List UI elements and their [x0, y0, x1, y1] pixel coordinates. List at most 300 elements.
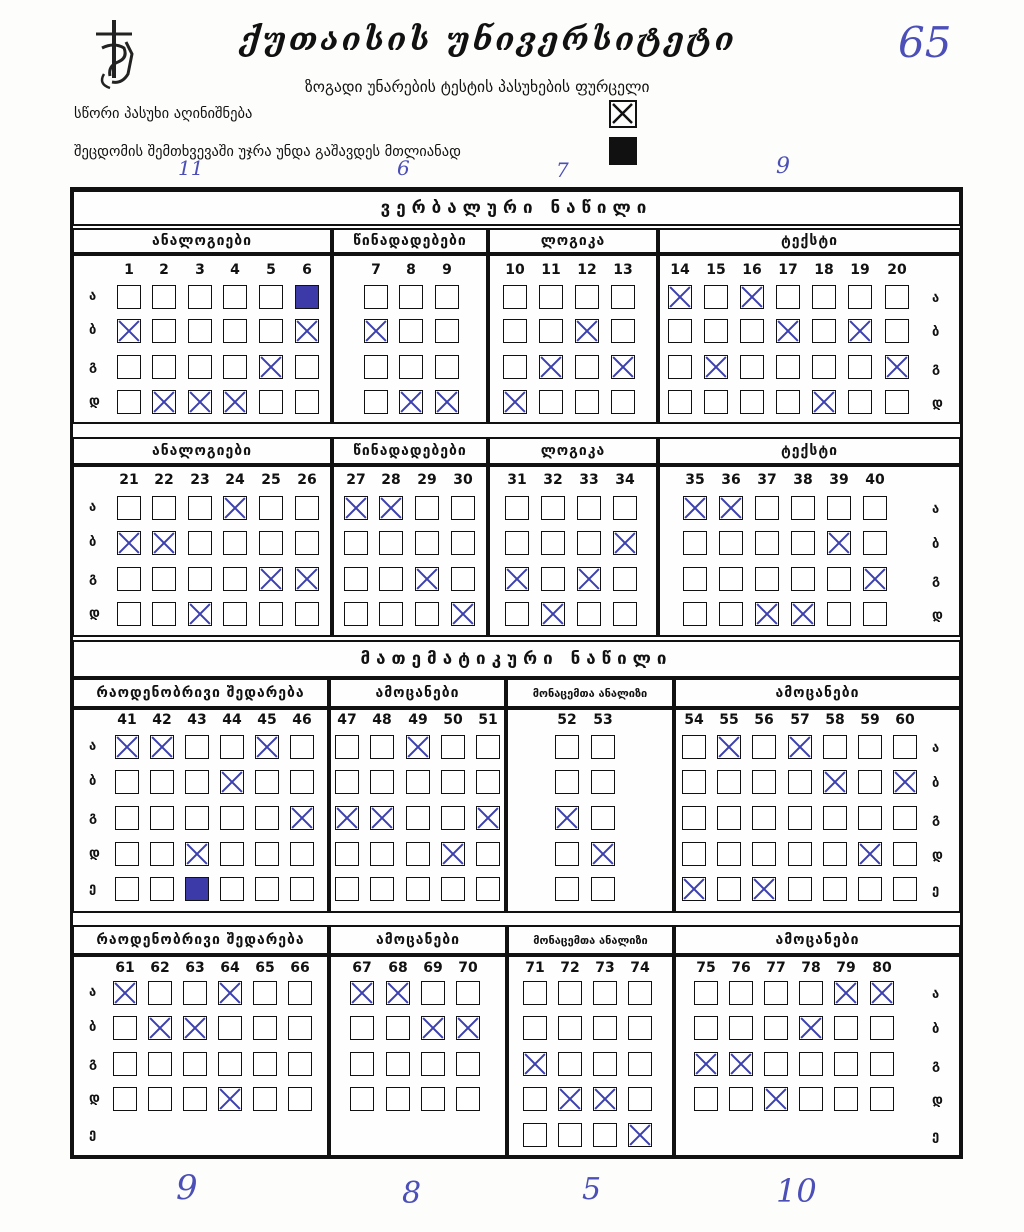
answer-checkbox[interactable] [668, 319, 692, 343]
answer-checkbox[interactable] [435, 355, 459, 379]
answer-checkbox[interactable] [591, 770, 615, 794]
answer-checkbox-marked[interactable] [476, 806, 500, 830]
answer-checkbox[interactable] [441, 735, 465, 759]
answer-checkbox-marked[interactable] [451, 602, 475, 626]
answer-checkbox-marked[interactable] [364, 319, 388, 343]
answer-checkbox-filled[interactable] [185, 877, 209, 901]
answer-checkbox[interactable] [223, 285, 247, 309]
answer-checkbox-marked[interactable] [150, 735, 174, 759]
answer-checkbox[interactable] [611, 285, 635, 309]
answer-checkbox[interactable] [220, 806, 244, 830]
answer-checkbox[interactable] [295, 355, 319, 379]
answer-checkbox[interactable] [885, 319, 909, 343]
answer-checkbox-filled[interactable] [295, 285, 319, 309]
answer-checkbox[interactable] [719, 531, 743, 555]
answer-checkbox-marked[interactable] [704, 355, 728, 379]
answer-checkbox-marked[interactable] [115, 735, 139, 759]
answer-checkbox[interactable] [451, 531, 475, 555]
answer-checkbox[interactable] [150, 877, 174, 901]
answer-checkbox[interactable] [577, 531, 601, 555]
answer-checkbox[interactable] [335, 735, 359, 759]
answer-checkbox[interactable] [719, 567, 743, 591]
answer-checkbox[interactable] [255, 770, 279, 794]
answer-checkbox[interactable] [113, 1087, 137, 1111]
answer-checkbox[interactable] [259, 602, 283, 626]
answer-checkbox[interactable] [752, 770, 776, 794]
answer-checkbox[interactable] [812, 319, 836, 343]
answer-checkbox[interactable] [288, 981, 312, 1005]
answer-checkbox-marked[interactable] [719, 496, 743, 520]
answer-checkbox[interactable] [335, 842, 359, 866]
answer-checkbox-marked[interactable] [117, 531, 141, 555]
answer-checkbox[interactable] [152, 602, 176, 626]
answer-checkbox[interactable] [541, 567, 565, 591]
answer-checkbox[interactable] [823, 806, 847, 830]
answer-checkbox-marked[interactable] [370, 806, 394, 830]
answer-checkbox-marked[interactable] [682, 877, 706, 901]
answer-checkbox[interactable] [288, 1016, 312, 1040]
answer-checkbox[interactable] [503, 319, 527, 343]
answer-checkbox[interactable] [220, 735, 244, 759]
answer-checkbox[interactable] [870, 1052, 894, 1076]
answer-checkbox[interactable] [441, 877, 465, 901]
answer-checkbox[interactable] [683, 567, 707, 591]
answer-checkbox[interactable] [379, 567, 403, 591]
answer-checkbox[interactable] [799, 1087, 823, 1111]
answer-checkbox-marked[interactable] [456, 1016, 480, 1040]
answer-checkbox-marked[interactable] [558, 1087, 582, 1111]
answer-checkbox-marked[interactable] [755, 602, 779, 626]
answer-checkbox[interactable] [717, 877, 741, 901]
answer-checkbox[interactable] [386, 1087, 410, 1111]
answer-checkbox[interactable] [295, 531, 319, 555]
answer-checkbox[interactable] [218, 1016, 242, 1040]
answer-checkbox-marked[interactable] [694, 1052, 718, 1076]
answer-checkbox[interactable] [406, 770, 430, 794]
answer-checkbox[interactable] [682, 770, 706, 794]
answer-checkbox-marked[interactable] [117, 319, 141, 343]
answer-checkbox[interactable] [893, 806, 917, 830]
answer-checkbox-marked[interactable] [752, 877, 776, 901]
answer-checkbox[interactable] [220, 842, 244, 866]
answer-checkbox-marked[interactable] [399, 390, 423, 414]
answer-checkbox[interactable] [539, 390, 563, 414]
answer-checkbox[interactable] [253, 1087, 277, 1111]
answer-checkbox[interactable] [628, 981, 652, 1005]
answer-checkbox[interactable] [764, 1052, 788, 1076]
answer-checkbox[interactable] [185, 806, 209, 830]
answer-checkbox[interactable] [523, 1123, 547, 1147]
answer-checkbox-marked[interactable] [188, 390, 212, 414]
answer-checkbox[interactable] [788, 877, 812, 901]
answer-checkbox[interactable] [505, 602, 529, 626]
answer-checkbox-marked[interactable] [290, 806, 314, 830]
answer-checkbox[interactable] [435, 319, 459, 343]
answer-checkbox-marked[interactable] [729, 1052, 753, 1076]
answer-checkbox[interactable] [288, 1087, 312, 1111]
answer-checkbox[interactable] [435, 285, 459, 309]
answer-checkbox[interactable] [558, 981, 582, 1005]
answer-checkbox[interactable] [150, 770, 174, 794]
answer-checkbox[interactable] [788, 806, 812, 830]
answer-checkbox[interactable] [555, 842, 579, 866]
answer-checkbox[interactable] [591, 877, 615, 901]
answer-checkbox[interactable] [441, 806, 465, 830]
answer-checkbox[interactable] [539, 285, 563, 309]
answer-checkbox[interactable] [421, 981, 445, 1005]
answer-checkbox-marked[interactable] [218, 1087, 242, 1111]
answer-checkbox[interactable] [115, 877, 139, 901]
answer-checkbox[interactable] [185, 770, 209, 794]
answer-checkbox[interactable] [628, 1087, 652, 1111]
answer-checkbox-marked[interactable] [848, 319, 872, 343]
answer-checkbox[interactable] [415, 496, 439, 520]
answer-checkbox[interactable] [290, 735, 314, 759]
answer-checkbox[interactable] [259, 496, 283, 520]
answer-checkbox[interactable] [223, 355, 247, 379]
answer-checkbox[interactable] [717, 806, 741, 830]
answer-checkbox[interactable] [694, 1016, 718, 1040]
answer-checkbox[interactable] [593, 1123, 617, 1147]
answer-checkbox[interactable] [812, 355, 836, 379]
answer-checkbox[interactable] [441, 770, 465, 794]
answer-checkbox[interactable] [799, 1052, 823, 1076]
answer-checkbox-marked[interactable] [776, 319, 800, 343]
answer-checkbox[interactable] [399, 319, 423, 343]
answer-checkbox[interactable] [253, 1016, 277, 1040]
answer-checkbox-marked[interactable] [683, 496, 707, 520]
answer-checkbox[interactable] [791, 496, 815, 520]
answer-checkbox[interactable] [259, 285, 283, 309]
answer-checkbox[interactable] [755, 567, 779, 591]
answer-checkbox[interactable] [364, 355, 388, 379]
answer-checkbox[interactable] [152, 319, 176, 343]
answer-checkbox-marked[interactable] [799, 1016, 823, 1040]
answer-checkbox[interactable] [115, 770, 139, 794]
answer-checkbox-marked[interactable] [717, 735, 741, 759]
answer-checkbox[interactable] [364, 390, 388, 414]
answer-checkbox[interactable] [150, 806, 174, 830]
answer-checkbox[interactable] [415, 531, 439, 555]
answer-checkbox-marked[interactable] [344, 496, 368, 520]
answer-checkbox-marked[interactable] [185, 842, 209, 866]
answer-checkbox[interactable] [575, 355, 599, 379]
answer-checkbox[interactable] [858, 770, 882, 794]
answer-checkbox[interactable] [791, 531, 815, 555]
answer-checkbox[interactable] [183, 1087, 207, 1111]
answer-checkbox[interactable] [555, 770, 579, 794]
answer-checkbox-marked[interactable] [827, 531, 851, 555]
answer-checkbox[interactable] [704, 390, 728, 414]
answer-checkbox[interactable] [148, 1087, 172, 1111]
answer-checkbox-marked[interactable] [593, 1087, 617, 1111]
answer-checkbox[interactable] [834, 1052, 858, 1076]
answer-checkbox[interactable] [344, 602, 368, 626]
answer-checkbox-marked[interactable] [503, 390, 527, 414]
answer-checkbox[interactable] [752, 806, 776, 830]
answer-checkbox[interactable] [858, 735, 882, 759]
answer-checkbox[interactable] [682, 806, 706, 830]
answer-checkbox[interactable] [823, 842, 847, 866]
answer-checkbox[interactable] [117, 390, 141, 414]
answer-checkbox-marked[interactable] [575, 319, 599, 343]
answer-checkbox-marked[interactable] [148, 1016, 172, 1040]
answer-checkbox[interactable] [523, 1016, 547, 1040]
answer-checkbox[interactable] [694, 981, 718, 1005]
answer-checkbox[interactable] [456, 981, 480, 1005]
answer-checkbox[interactable] [451, 496, 475, 520]
answer-checkbox[interactable] [255, 842, 279, 866]
answer-checkbox-marked[interactable] [295, 567, 319, 591]
answer-checkbox[interactable] [188, 319, 212, 343]
answer-checkbox[interactable] [863, 531, 887, 555]
answer-checkbox[interactable] [152, 567, 176, 591]
answer-checkbox-marked[interactable] [740, 285, 764, 309]
answer-checkbox[interactable] [350, 1087, 374, 1111]
answer-checkbox[interactable] [668, 355, 692, 379]
answer-checkbox[interactable] [593, 981, 617, 1005]
answer-checkbox[interactable] [541, 496, 565, 520]
answer-checkbox[interactable] [350, 1052, 374, 1076]
answer-checkbox[interactable] [776, 390, 800, 414]
answer-checkbox-marked[interactable] [406, 735, 430, 759]
answer-checkbox[interactable] [523, 1087, 547, 1111]
answer-checkbox[interactable] [255, 877, 279, 901]
answer-checkbox[interactable] [575, 285, 599, 309]
answer-checkbox[interactable] [259, 319, 283, 343]
answer-checkbox[interactable] [370, 877, 394, 901]
answer-checkbox[interactable] [223, 531, 247, 555]
answer-checkbox[interactable] [295, 602, 319, 626]
answer-checkbox[interactable] [776, 355, 800, 379]
answer-checkbox[interactable] [152, 496, 176, 520]
answer-checkbox[interactable] [290, 842, 314, 866]
answer-checkbox[interactable] [764, 981, 788, 1005]
answer-checkbox[interactable] [406, 806, 430, 830]
answer-checkbox[interactable] [848, 390, 872, 414]
answer-checkbox[interactable] [255, 806, 279, 830]
answer-checkbox[interactable] [863, 496, 887, 520]
answer-checkbox[interactable] [295, 390, 319, 414]
answer-checkbox-marked[interactable] [152, 390, 176, 414]
answer-checkbox[interactable] [148, 981, 172, 1005]
answer-checkbox[interactable] [834, 1087, 858, 1111]
answer-checkbox-marked[interactable] [415, 567, 439, 591]
answer-checkbox-marked[interactable] [858, 842, 882, 866]
answer-checkbox[interactable] [740, 390, 764, 414]
answer-checkbox[interactable] [379, 531, 403, 555]
answer-checkbox[interactable] [290, 770, 314, 794]
answer-checkbox[interactable] [555, 735, 579, 759]
answer-checkbox[interactable] [503, 285, 527, 309]
answer-checkbox[interactable] [188, 531, 212, 555]
answer-checkbox[interactable] [848, 355, 872, 379]
answer-checkbox-marked[interactable] [870, 981, 894, 1005]
answer-checkbox[interactable] [220, 877, 244, 901]
answer-checkbox[interactable] [218, 1052, 242, 1076]
answer-checkbox-marked[interactable] [668, 285, 692, 309]
answer-checkbox[interactable] [682, 735, 706, 759]
answer-checkbox[interactable] [379, 602, 403, 626]
answer-checkbox[interactable] [370, 842, 394, 866]
answer-checkbox-marked[interactable] [218, 981, 242, 1005]
answer-checkbox[interactable] [503, 355, 527, 379]
answer-checkbox[interactable] [683, 531, 707, 555]
answer-checkbox[interactable] [717, 842, 741, 866]
answer-checkbox[interactable] [577, 602, 601, 626]
answer-checkbox-marked[interactable] [152, 531, 176, 555]
answer-checkbox[interactable] [764, 1016, 788, 1040]
answer-checkbox[interactable] [752, 842, 776, 866]
answer-checkbox[interactable] [575, 390, 599, 414]
answer-checkbox[interactable] [823, 735, 847, 759]
answer-checkbox-marked[interactable] [611, 355, 635, 379]
answer-checkbox[interactable] [788, 842, 812, 866]
answer-checkbox[interactable] [694, 1087, 718, 1111]
answer-checkbox[interactable] [719, 602, 743, 626]
answer-checkbox[interactable] [591, 806, 615, 830]
answer-checkbox[interactable] [344, 567, 368, 591]
answer-checkbox[interactable] [834, 1016, 858, 1040]
answer-checkbox[interactable] [113, 1052, 137, 1076]
answer-checkbox[interactable] [848, 285, 872, 309]
answer-checkbox[interactable] [729, 1016, 753, 1040]
answer-checkbox-marked[interactable] [295, 319, 319, 343]
answer-checkbox[interactable] [827, 567, 851, 591]
answer-checkbox-marked[interactable] [523, 1052, 547, 1076]
answer-checkbox[interactable] [613, 567, 637, 591]
answer-checkbox[interactable] [188, 567, 212, 591]
answer-checkbox[interactable] [558, 1123, 582, 1147]
answer-checkbox[interactable] [399, 285, 423, 309]
answer-checkbox[interactable] [476, 770, 500, 794]
answer-checkbox[interactable] [827, 602, 851, 626]
answer-checkbox[interactable] [870, 1087, 894, 1111]
answer-checkbox[interactable] [223, 319, 247, 343]
answer-checkbox-marked[interactable] [188, 602, 212, 626]
answer-checkbox[interactable] [370, 770, 394, 794]
answer-checkbox[interactable] [591, 735, 615, 759]
answer-checkbox-marked[interactable] [505, 567, 529, 591]
answer-checkbox[interactable] [115, 806, 139, 830]
answer-checkbox[interactable] [183, 981, 207, 1005]
answer-checkbox[interactable] [558, 1016, 582, 1040]
answer-checkbox[interactable] [290, 877, 314, 901]
answer-checkbox[interactable] [185, 735, 209, 759]
answer-checkbox[interactable] [344, 531, 368, 555]
answer-checkbox-marked[interactable] [628, 1123, 652, 1147]
answer-checkbox[interactable] [259, 390, 283, 414]
answer-checkbox[interactable] [476, 735, 500, 759]
answer-checkbox-marked[interactable] [223, 496, 247, 520]
answer-checkbox[interactable] [885, 390, 909, 414]
answer-checkbox-marked[interactable] [591, 842, 615, 866]
answer-checkbox-marked[interactable] [259, 355, 283, 379]
answer-checkbox[interactable] [253, 1052, 277, 1076]
answer-checkbox[interactable] [415, 602, 439, 626]
answer-checkbox-marked[interactable] [812, 390, 836, 414]
answer-checkbox[interactable] [505, 531, 529, 555]
answer-checkbox[interactable] [456, 1087, 480, 1111]
answer-checkbox[interactable] [613, 496, 637, 520]
answer-checkbox-marked[interactable] [113, 981, 137, 1005]
answer-checkbox[interactable] [386, 1052, 410, 1076]
answer-checkbox[interactable] [577, 496, 601, 520]
answer-checkbox[interactable] [505, 496, 529, 520]
answer-checkbox[interactable] [188, 496, 212, 520]
answer-checkbox[interactable] [717, 770, 741, 794]
answer-checkbox[interactable] [823, 877, 847, 901]
answer-checkbox-marked[interactable] [539, 355, 563, 379]
answer-checkbox[interactable] [350, 1016, 374, 1040]
answer-checkbox-marked[interactable] [764, 1087, 788, 1111]
answer-checkbox[interactable] [863, 602, 887, 626]
answer-checkbox[interactable] [183, 1052, 207, 1076]
answer-checkbox[interactable] [704, 285, 728, 309]
answer-checkbox[interactable] [729, 1087, 753, 1111]
answer-checkbox[interactable] [399, 355, 423, 379]
answer-checkbox-marked[interactable] [223, 390, 247, 414]
answer-checkbox[interactable] [115, 842, 139, 866]
answer-checkbox[interactable] [451, 567, 475, 591]
answer-checkbox[interactable] [827, 496, 851, 520]
answer-checkbox[interactable] [117, 285, 141, 309]
answer-checkbox[interactable] [406, 877, 430, 901]
answer-checkbox[interactable] [893, 735, 917, 759]
answer-checkbox[interactable] [870, 1016, 894, 1040]
answer-checkbox[interactable] [295, 496, 319, 520]
answer-checkbox[interactable] [539, 319, 563, 343]
answer-checkbox[interactable] [259, 531, 283, 555]
answer-checkbox[interactable] [740, 355, 764, 379]
answer-checkbox-marked[interactable] [183, 1016, 207, 1040]
answer-checkbox[interactable] [223, 602, 247, 626]
answer-checkbox[interactable] [858, 877, 882, 901]
answer-checkbox[interactable] [456, 1052, 480, 1076]
answer-checkbox[interactable] [541, 531, 565, 555]
answer-checkbox-marked[interactable] [788, 735, 812, 759]
answer-checkbox[interactable] [611, 319, 635, 343]
answer-checkbox[interactable] [476, 842, 500, 866]
answer-checkbox[interactable] [558, 1052, 582, 1076]
answer-checkbox-marked[interactable] [220, 770, 244, 794]
answer-checkbox[interactable] [668, 390, 692, 414]
answer-checkbox[interactable] [117, 355, 141, 379]
answer-checkbox-marked[interactable] [791, 602, 815, 626]
answer-checkbox[interactable] [148, 1052, 172, 1076]
answer-checkbox[interactable] [799, 981, 823, 1005]
answer-checkbox-marked[interactable] [350, 981, 374, 1005]
answer-checkbox-marked[interactable] [613, 531, 637, 555]
answer-checkbox[interactable] [335, 770, 359, 794]
answer-checkbox-marked[interactable] [421, 1016, 445, 1040]
answer-checkbox[interactable] [755, 531, 779, 555]
answer-checkbox[interactable] [117, 567, 141, 591]
answer-checkbox[interactable] [628, 1016, 652, 1040]
answer-checkbox-marked[interactable] [441, 842, 465, 866]
answer-checkbox[interactable] [885, 285, 909, 309]
answer-checkbox[interactable] [788, 770, 812, 794]
answer-checkbox-marked[interactable] [834, 981, 858, 1005]
answer-checkbox[interactable] [188, 285, 212, 309]
answer-checkbox[interactable] [117, 496, 141, 520]
answer-checkbox[interactable] [740, 319, 764, 343]
answer-checkbox[interactable] [113, 1016, 137, 1040]
answer-checkbox[interactable] [335, 877, 359, 901]
answer-checkbox[interactable] [858, 806, 882, 830]
answer-checkbox[interactable] [152, 355, 176, 379]
answer-checkbox[interactable] [611, 390, 635, 414]
